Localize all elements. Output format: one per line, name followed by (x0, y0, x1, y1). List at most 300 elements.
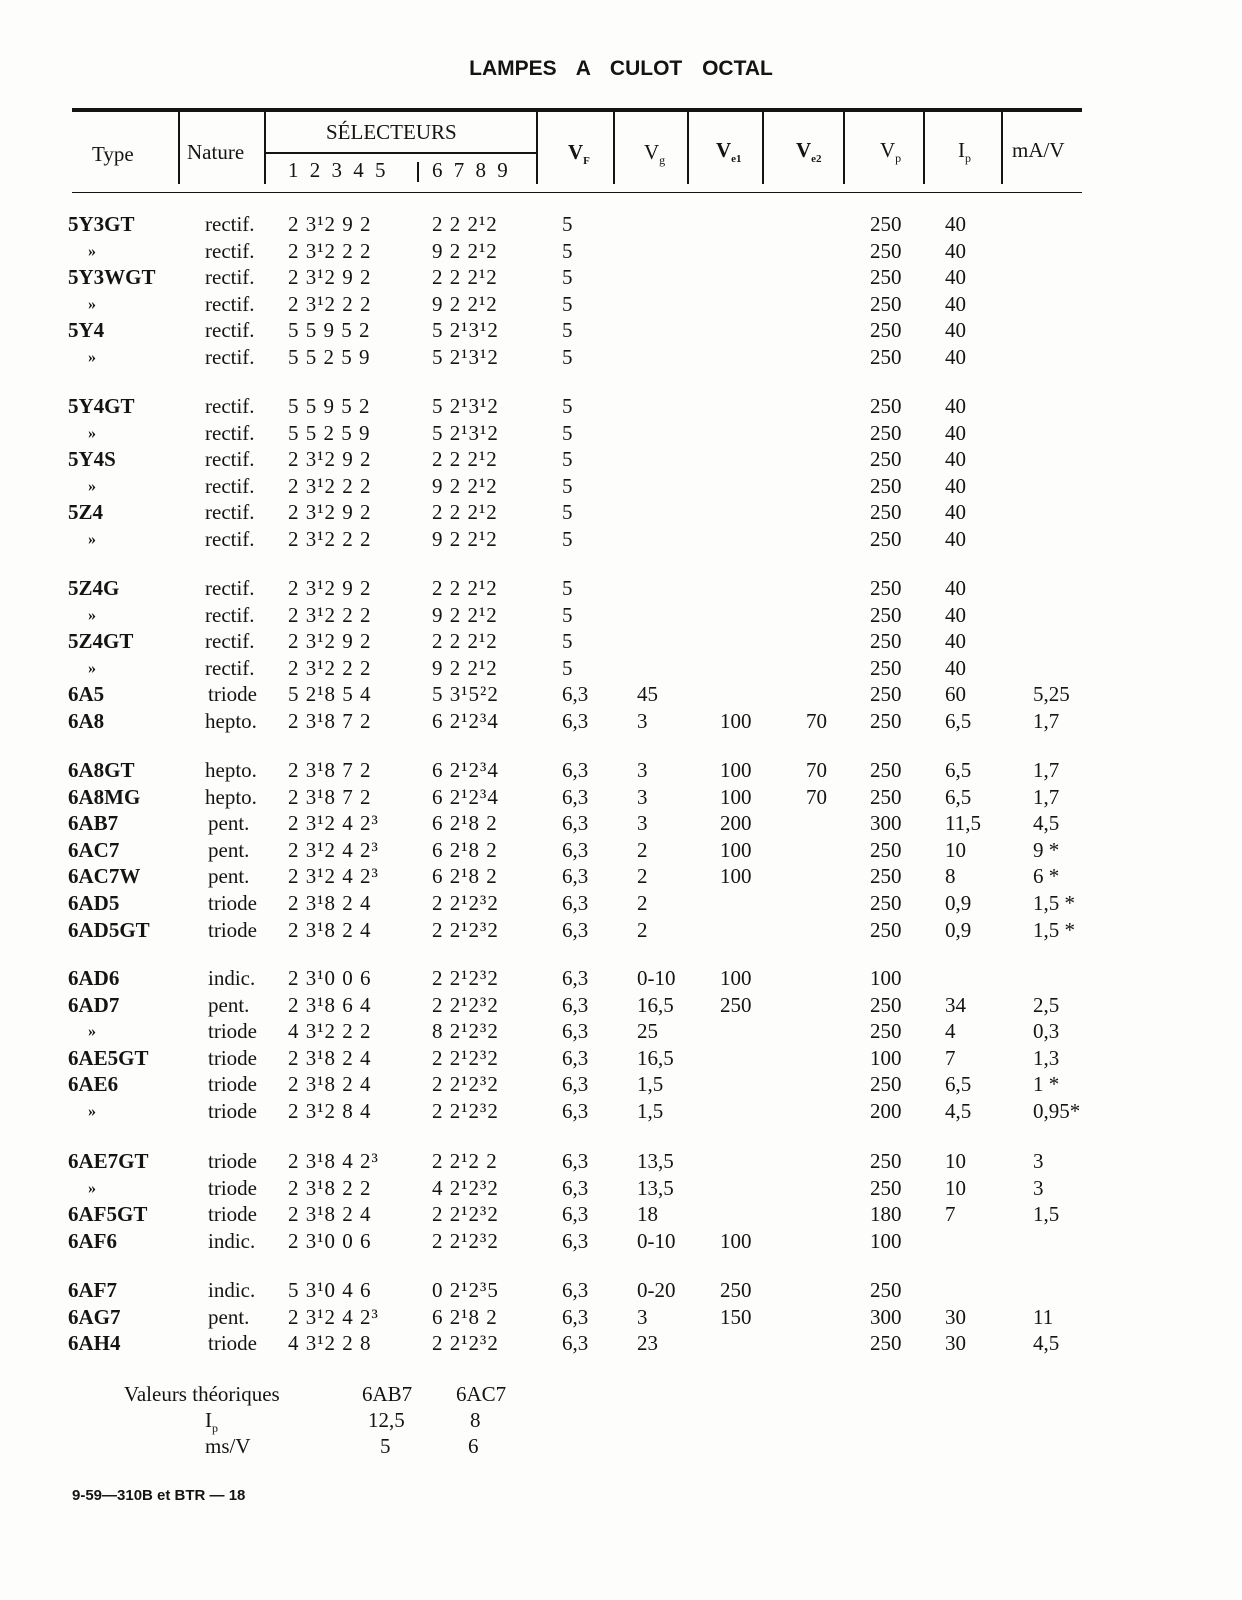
cell-ip: 40 (945, 265, 966, 290)
cell-ip: 40 (945, 500, 966, 525)
cell-nature: triode (208, 917, 257, 942)
cell-vg: 45 (637, 682, 658, 707)
notes-ip-label: $I_p$ (205, 1408, 218, 1436)
cell-sel2: 6 2¹2³4 (432, 709, 499, 733)
cell-vp: 250 (870, 1331, 902, 1356)
header-sel-left: 1 2 3 4 5 (288, 158, 389, 182)
cell-sel1: 2 3¹2 9 2 (288, 447, 372, 472)
table-row (0, 1045, 1242, 1072)
cell-sel1: 2 3¹2 9 2 (288, 576, 372, 600)
cell-type: 5Y4GT (68, 394, 135, 418)
table-row (0, 1201, 1242, 1228)
cell-sel2: 2 2 2¹2 (432, 447, 498, 472)
table-row (0, 1304, 1242, 1331)
cell-vg: 0-20 (637, 1278, 676, 1302)
cell-ve2: 70 (806, 758, 827, 782)
cell-sel2: 4 2¹2³2 (432, 1175, 499, 1200)
cell-sel2: 6 2¹2³4 (432, 784, 499, 809)
table-header (72, 108, 1082, 193)
cell-vp: 250 (870, 473, 902, 498)
cell-ip: 40 (945, 318, 966, 343)
notes-ms-6ab7: 5 (380, 1434, 391, 1458)
cell-sel2: 2 2¹2³2 (432, 1045, 499, 1070)
cell-ip: 10 (945, 837, 966, 862)
cell-ip: 10 (945, 1149, 966, 1173)
cell-nature: rectif. (205, 473, 255, 498)
cell-ip: 6,5 (945, 784, 972, 809)
notes-ms-label: ms/V (205, 1434, 251, 1458)
cell-vp: 250 (870, 291, 902, 316)
cell-vg: 25 (637, 1019, 658, 1044)
selecteurs-separator (417, 162, 419, 182)
cell-ve1: 100 (720, 837, 752, 862)
cell-vg: 2 (637, 917, 648, 942)
cell-nature: triode (208, 1019, 257, 1044)
cell-sel1: 2 3¹8 6 4 (288, 992, 372, 1017)
cell-sel2: 2 2¹2³2 (432, 992, 499, 1017)
cell-ma: 11 (1033, 1304, 1054, 1329)
cell-ve1: 100 (720, 784, 752, 809)
cell-vg: 13,5 (637, 1149, 674, 1173)
cell-vp: 250 (870, 576, 902, 600)
table-row (0, 473, 1242, 500)
cell-type: 6AC7W (68, 864, 141, 889)
cell-sel2: 2 2 2¹2 (432, 265, 498, 290)
cell-sel2: 2 2 2¹2 (432, 629, 498, 654)
cell-sel2: 9 2 2¹2 (432, 527, 498, 551)
cell-sel2: 9 2 2¹2 (432, 655, 498, 680)
cell-type: 6AE5GT (68, 1045, 149, 1070)
cell-type: 6AD5 (68, 891, 120, 915)
cell-vf: 5 (562, 291, 573, 316)
cell-sel2: 5 2¹3¹2 (432, 345, 499, 369)
cell-vf: 6,3 (562, 966, 589, 990)
cell-vp: 250 (870, 864, 902, 889)
cell-vf: 6,3 (562, 1099, 589, 1123)
cell-type: » (88, 477, 96, 495)
cell-nature: rectif. (205, 265, 255, 290)
cell-ve2: 70 (806, 709, 827, 733)
cell-type: » (88, 295, 96, 313)
cell-ma: 3 (1033, 1149, 1044, 1173)
cell-nature: rectif. (205, 602, 255, 627)
cell-ve1: 200 (720, 811, 752, 836)
cell-sel1: 2 3¹2 9 2 (288, 265, 372, 290)
cell-ma: 5,25 (1033, 682, 1070, 707)
cell-sel2: 9 2 2¹2 (432, 238, 498, 263)
cell-vp: 100 (870, 1045, 902, 1070)
cell-vg: 3 (637, 1304, 648, 1329)
theoretical-values (0, 1382, 1242, 1472)
cell-vg: 16,5 (637, 1045, 674, 1070)
cell-type: 6AF7 (68, 1278, 117, 1302)
cell-nature: triode (208, 891, 257, 915)
cell-vp: 250 (870, 345, 902, 369)
cell-type: 5Z4GT (68, 629, 134, 654)
cell-sel2: 6 2¹8 2 (432, 864, 498, 889)
cell-ve1: 250 (720, 992, 752, 1017)
cell-vf: 6,3 (562, 709, 589, 733)
cell-vp: 250 (870, 265, 902, 290)
cell-ip: 6,5 (945, 709, 972, 733)
table-row (0, 863, 1242, 890)
cell-type: » (88, 1179, 96, 1197)
cell-vf: 6,3 (562, 784, 589, 809)
cell-ip: 40 (945, 212, 966, 236)
table-row (0, 708, 1242, 735)
cell-sel1: 2 3¹2 9 2 (288, 629, 372, 654)
cell-nature: rectif. (205, 291, 255, 316)
cell-ve1: 100 (720, 758, 752, 782)
cell-sel2: 6 2¹8 2 (432, 837, 498, 862)
cell-ip: 34 (945, 992, 966, 1017)
cell-vg: 16,5 (637, 992, 674, 1017)
header-type: Type (92, 142, 134, 166)
cell-vf: 5 (562, 212, 573, 236)
cell-ip: 40 (945, 238, 966, 263)
cell-nature: pent. (208, 864, 250, 889)
cell-nature: rectif. (205, 447, 255, 472)
cell-vp: 180 (870, 1202, 902, 1227)
cell-type: » (88, 659, 96, 677)
table-row (0, 317, 1242, 344)
cell-vp: 250 (870, 784, 902, 809)
cell-sel1: 2 3¹2 2 2 (288, 602, 372, 627)
cell-vp: 250 (870, 917, 902, 942)
cell-ip: 60 (945, 682, 966, 707)
cell-sel1: 2 3¹2 2 2 (288, 527, 372, 551)
cell-vf: 5 (562, 394, 573, 418)
cell-vf: 5 (562, 602, 573, 627)
cell-vg: 0-10 (637, 1228, 676, 1253)
table-row (0, 1071, 1242, 1098)
selecteurs-underline (265, 152, 536, 154)
cell-sel2: 2 2¹2³2 (432, 917, 499, 942)
cell-ip: 40 (945, 345, 966, 369)
cell-ma: 1,3 (1033, 1045, 1060, 1070)
cell-ve1: 100 (720, 966, 752, 990)
cell-vp: 250 (870, 891, 902, 915)
cell-sel2: 2 2¹2³2 (432, 1099, 499, 1123)
cell-ip: 40 (945, 602, 966, 627)
cell-sel2: 6 2¹8 2 (432, 811, 498, 836)
cell-sel1: 2 3¹8 4 2³ (288, 1149, 379, 1173)
table-row (0, 890, 1242, 917)
cell-vg: 0-10 (637, 966, 676, 990)
cell-vf: 6,3 (562, 1304, 589, 1329)
cell-ve1: 100 (720, 709, 752, 733)
cell-ve1: 250 (720, 1278, 752, 1302)
cell-sel1: 2 3¹2 2 2 (288, 291, 372, 316)
cell-sel1: 4 3¹2 2 2 (288, 1019, 372, 1044)
cell-sel1: 2 3¹2 2 2 (288, 655, 372, 680)
cell-type: 6AC7 (68, 837, 120, 862)
cell-ma: 0,95* (1033, 1099, 1081, 1123)
cell-vf: 6,3 (562, 864, 589, 889)
cell-ma: 0,3 (1033, 1019, 1060, 1044)
table-row (0, 393, 1242, 420)
cell-sel2: 5 2¹3¹2 (432, 318, 499, 343)
cell-vg: 13,5 (637, 1175, 674, 1200)
table-row (0, 917, 1242, 944)
cell-ip: 30 (945, 1304, 966, 1329)
cell-sel2: 5 2¹3¹2 (432, 394, 499, 418)
cell-ip: 40 (945, 291, 966, 316)
cell-ip: 0,9 (945, 891, 972, 915)
cell-type: » (88, 1103, 96, 1120)
cell-nature: pent. (208, 992, 250, 1017)
table-row (0, 1175, 1242, 1202)
cell-nature: indic. (208, 966, 256, 990)
cell-nature: hepto. (205, 709, 257, 733)
header-vg: $V_g$ (644, 140, 666, 168)
table-row (0, 681, 1242, 708)
cell-vf: 5 (562, 655, 573, 680)
cell-vp: 250 (870, 238, 902, 263)
cell-vp: 250 (870, 992, 902, 1017)
cell-sel2: 6 2¹2³4 (432, 758, 499, 782)
cell-sel1: 2 3¹8 7 2 (288, 758, 372, 782)
cell-type: 6AG7 (68, 1304, 121, 1329)
cell-sel2: 2 2¹2³2 (432, 1202, 499, 1227)
header-ma: mA/V (1012, 138, 1065, 162)
cell-sel2: 2 2 2¹2 (432, 500, 498, 525)
table-row (0, 575, 1242, 602)
cell-sel1: 2 3¹2 4 2³ (288, 864, 379, 889)
cell-type: » (88, 349, 96, 366)
notes-col-6ac7: 6AC7 (456, 1382, 507, 1406)
cell-ip: 8 (945, 864, 956, 889)
cell-ve2: 70 (806, 784, 827, 809)
cell-vp: 250 (870, 1149, 902, 1173)
cell-sel1: 2 3¹8 2 4 (288, 1045, 372, 1070)
table-row (0, 211, 1242, 238)
cell-vg: 3 (637, 811, 648, 836)
cell-vf: 5 (562, 265, 573, 290)
cell-nature: pent. (208, 811, 250, 836)
cell-ve1: 100 (720, 864, 752, 889)
cell-vg: 3 (637, 758, 648, 782)
cell-ma: 3 (1033, 1175, 1044, 1200)
cell-ma: 4,5 (1033, 1331, 1060, 1356)
cell-ip: 6,5 (945, 1072, 972, 1097)
cell-ma: 1,5 * (1033, 917, 1075, 942)
cell-ma: 1,7 (1033, 709, 1060, 733)
cell-ma: 9 * (1033, 837, 1060, 862)
cell-sel2: 2 2¹2³2 (432, 966, 499, 990)
header-ve1: $V_{e1}$ (716, 138, 742, 166)
cell-sel1: 2 3¹8 2 4 (288, 1202, 372, 1227)
cell-sel2: 2 2¹2³2 (432, 1228, 499, 1253)
header-vp: $V_p$ (880, 138, 902, 166)
cell-sel1: 2 3¹8 2 4 (288, 1072, 372, 1097)
cell-vf: 6,3 (562, 837, 589, 862)
cell-nature: hepto. (205, 784, 257, 809)
table-row (0, 837, 1242, 864)
cell-ip: 40 (945, 394, 966, 418)
cell-nature: rectif. (205, 345, 255, 369)
cell-ma: 6 * (1033, 864, 1060, 889)
cell-vf: 6,3 (562, 1331, 589, 1356)
cell-type: 5Y3WGT (68, 265, 156, 290)
notes-ip-6ab7: 12,5 (368, 1408, 405, 1432)
cell-vp: 250 (870, 837, 902, 862)
cell-sel1: 2 3¹2 2 2 (288, 473, 372, 498)
cell-vf: 6,3 (562, 811, 589, 836)
cell-vf: 6,3 (562, 758, 589, 782)
cell-sel1: 2 3¹2 4 2³ (288, 811, 379, 836)
cell-nature: triode (208, 682, 257, 707)
cell-vp: 250 (870, 1175, 902, 1200)
cell-sel1: 5 5 9 5 2 (288, 318, 371, 343)
cell-vg: 18 (637, 1202, 658, 1227)
cell-vp: 100 (870, 966, 902, 990)
table-row (0, 757, 1242, 784)
cell-vf: 6,3 (562, 1202, 589, 1227)
cell-type: » (88, 242, 96, 260)
header-sel-right: 6 7 8 9 (432, 158, 511, 182)
table-row (0, 655, 1242, 682)
cell-type: 6AE7GT (68, 1149, 149, 1173)
cell-ip: 7 (945, 1202, 956, 1227)
cell-vf: 5 (562, 447, 573, 472)
cell-sel2: 2 2¹2³2 (432, 1331, 499, 1356)
cell-sel2: 5 3¹5²2 (432, 682, 499, 707)
cell-vg: 1,5 (637, 1072, 664, 1097)
cell-type: 5Y3GT (68, 212, 135, 236)
header-nature: Nature (187, 140, 245, 164)
page-footer: 9-59—310B et BTR — 18 (72, 1487, 246, 1504)
cell-sel1: 5 5 9 5 2 (288, 394, 371, 418)
table-row (0, 628, 1242, 655)
cell-nature: pent. (208, 837, 250, 862)
cell-ma: 1 * (1033, 1072, 1060, 1097)
cell-vf: 5 (562, 527, 573, 551)
cell-type: » (88, 531, 96, 548)
cell-vf: 6,3 (562, 1175, 589, 1200)
cell-ip: 40 (945, 447, 966, 472)
table-row (0, 1228, 1242, 1255)
table-row (0, 992, 1242, 1019)
table-row (0, 526, 1242, 553)
cell-vp: 300 (870, 811, 902, 836)
cell-ip: 40 (945, 629, 966, 654)
cell-nature: indic. (208, 1278, 256, 1302)
cell-nature: rectif. (205, 527, 255, 551)
table-row (0, 291, 1242, 318)
cell-type: 6A8GT (68, 758, 135, 782)
table-row (0, 810, 1242, 837)
cell-ve1: 150 (720, 1304, 752, 1329)
cell-nature: rectif. (205, 655, 255, 680)
cell-nature: rectif. (205, 420, 255, 445)
cell-sel1: 2 3¹8 2 2 (288, 1175, 372, 1200)
cell-ip: 11,5 (945, 811, 981, 836)
cell-ip: 40 (945, 420, 966, 445)
cell-vp: 250 (870, 709, 902, 733)
cell-vf: 5 (562, 473, 573, 498)
cell-vp: 250 (870, 500, 902, 525)
cell-vp: 250 (870, 318, 902, 343)
cell-nature: triode (208, 1331, 257, 1356)
cell-vg: 1,5 (637, 1099, 664, 1123)
cell-sel1: 2 3¹8 2 4 (288, 891, 372, 915)
cell-ip: 40 (945, 576, 966, 600)
cell-ip: 6,5 (945, 758, 972, 782)
cell-sel1: 4 3¹2 2 8 (288, 1331, 372, 1356)
cell-nature: triode (208, 1072, 257, 1097)
cell-vp: 250 (870, 629, 902, 654)
cell-ip: 40 (945, 527, 966, 551)
header-ip: $I_p$ (958, 138, 971, 166)
cell-vg: 3 (637, 709, 648, 733)
cell-sel1: 2 3¹8 2 4 (288, 917, 372, 942)
cell-type: 6A8 (68, 709, 105, 733)
cell-vp: 250 (870, 758, 902, 782)
cell-sel1: 2 3¹8 7 2 (288, 784, 372, 809)
cell-sel1: 2 3¹0 0 6 (288, 966, 372, 990)
cell-nature: rectif. (205, 500, 255, 525)
table-row (0, 420, 1242, 447)
cell-vg: 2 (637, 837, 648, 862)
cell-ma: 1,5 (1033, 1202, 1060, 1227)
table-row (0, 1277, 1242, 1304)
table-row (0, 602, 1242, 629)
cell-vg: 2 (637, 891, 648, 915)
cell-vg: 2 (637, 864, 648, 889)
cell-sel2: 6 2¹8 2 (432, 1304, 498, 1329)
cell-ip: 4,5 (945, 1099, 972, 1123)
cell-type: 6AB7 (68, 811, 119, 836)
cell-type: 6A5 (68, 682, 105, 707)
cell-type: 5Z4 (68, 500, 104, 525)
page-title: LAMPES A CULOT OCTAL (469, 57, 773, 80)
table-row (0, 784, 1242, 811)
cell-sel1: 2 3¹2 2 2 (288, 238, 372, 263)
cell-vp: 300 (870, 1304, 902, 1329)
cell-ip: 30 (945, 1331, 966, 1356)
notes-ms-6ac7: 6 (468, 1434, 479, 1458)
cell-ip: 7 (945, 1045, 956, 1070)
cell-vf: 6,3 (562, 1278, 589, 1302)
cell-sel1: 2 3¹2 4 2³ (288, 1304, 379, 1329)
cell-vp: 250 (870, 420, 902, 445)
cell-ma: 1,7 (1033, 758, 1060, 782)
cell-vp: 250 (870, 682, 902, 707)
cell-vp: 250 (870, 602, 902, 627)
cell-sel1: 2 3¹2 9 2 (288, 500, 372, 525)
cell-type: 6AD5GT (68, 917, 150, 942)
cell-nature: rectif. (205, 629, 255, 654)
cell-sel2: 2 2 2¹2 (432, 212, 498, 236)
cell-type: 6AF6 (68, 1228, 117, 1253)
cell-vf: 5 (562, 629, 573, 654)
header-selecteurs: SÉLECTEURS (326, 120, 457, 144)
cell-nature: indic. (208, 1228, 256, 1253)
cell-ip: 40 (945, 473, 966, 498)
cell-sel2: 2 2¹2³2 (432, 1072, 499, 1097)
cell-nature: triode (208, 1149, 257, 1173)
cell-sel1: 5 5 2 5 9 (288, 345, 371, 369)
table-row (0, 1018, 1242, 1045)
cell-ma: 4,5 (1033, 811, 1060, 836)
cell-type: 6AH4 (68, 1331, 121, 1356)
cell-vf: 5 (562, 420, 573, 445)
cell-ip: 10 (945, 1175, 966, 1200)
cell-vf: 5 (562, 318, 573, 343)
cell-type: 5Y4 (68, 318, 105, 343)
cell-vf: 6,3 (562, 917, 589, 942)
